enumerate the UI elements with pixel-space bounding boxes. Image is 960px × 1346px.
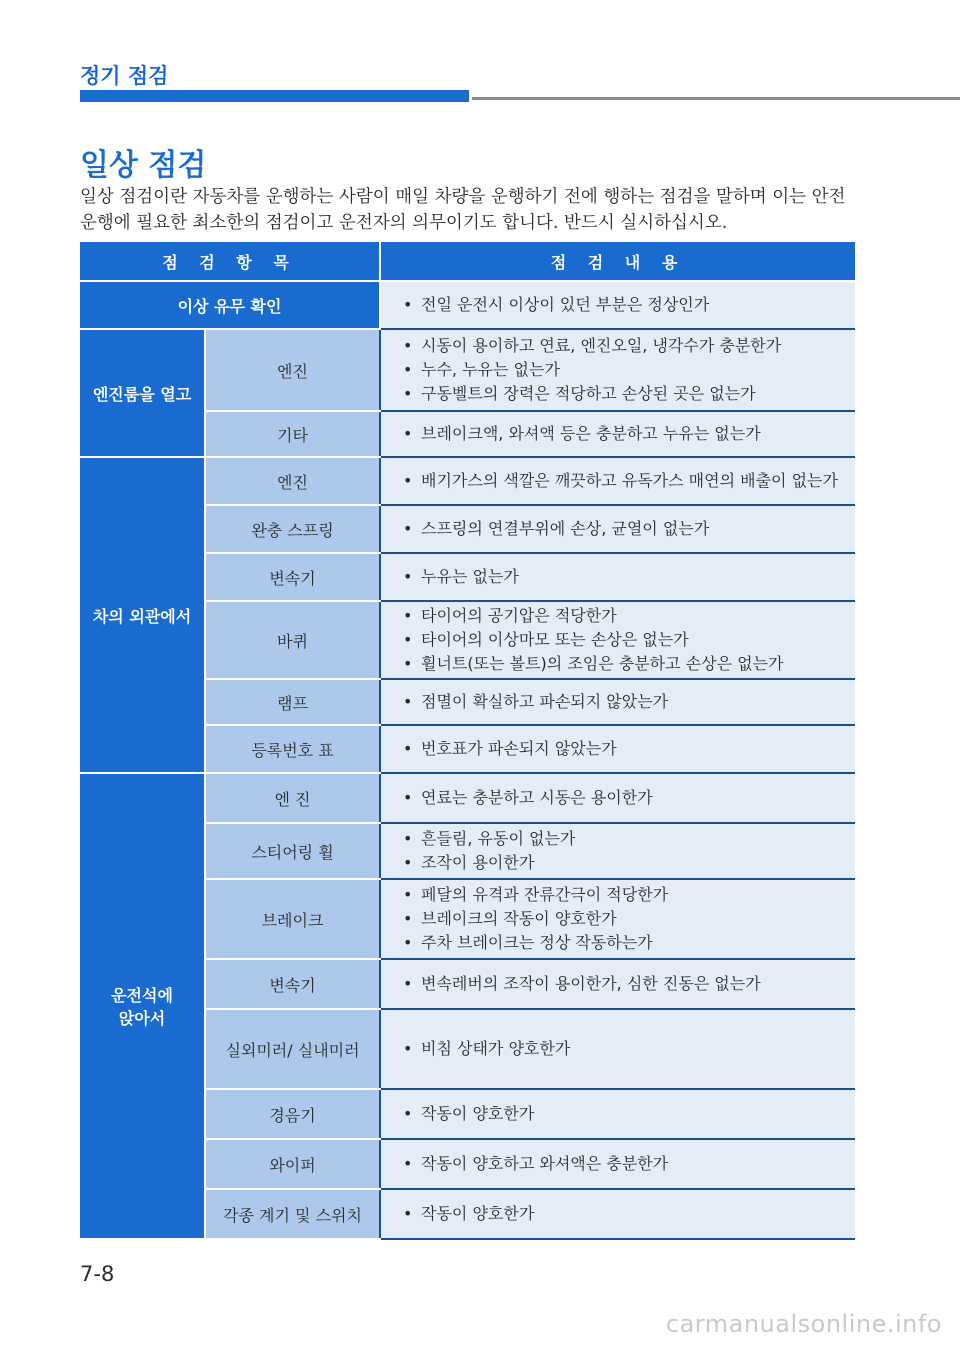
item-cell: 변속기 — [205, 959, 380, 1009]
list-item: • 누수, 누유는 없는가 — [399, 358, 847, 382]
content-cell — [380, 725, 855, 773]
table-row — [80, 281, 855, 329]
list-item: • 작동이 양호한가 — [399, 1102, 847, 1126]
list-item: • 변속레버의 조작이 용이한가, 심한 진동은 없는가 — [399, 972, 847, 996]
content-cell — [380, 679, 855, 725]
header-rule-thick — [80, 90, 469, 102]
content-cell — [380, 773, 855, 823]
list-item: • 점멸이 확실하고 파손되지 않았는가 — [399, 690, 847, 714]
list-item: • 흔들림, 유동이 없는가 — [399, 827, 847, 851]
content-cell — [380, 1009, 855, 1089]
list-item: • 브레이크액, 와셔액 등은 충분하고 누유는 없는가 — [399, 422, 847, 446]
content-cell — [380, 823, 855, 879]
list-item: • 휠너트(또는 볼트)의 조임은 충분하고 손상은 없는가 — [399, 652, 847, 676]
content-cell — [380, 553, 855, 601]
item-cell: 기타 — [205, 411, 380, 457]
list-item: • 작동이 양호하고 와셔액은 충분한가 — [399, 1152, 847, 1176]
list-item: • 누유는 없는가 — [399, 565, 847, 589]
item-cell: 경음기 — [205, 1089, 380, 1139]
list-item: • 페달의 유격과 잔류간극이 적당한가 — [399, 883, 847, 907]
item-cell: 실외미러/ 실내미러 — [205, 1009, 380, 1089]
item-cell: 등록번호 표 — [205, 725, 380, 773]
content-cell — [380, 1139, 855, 1189]
content-cell — [380, 411, 855, 457]
list-item: • 타이어의 이상마모 또는 손상은 없는가 — [399, 628, 847, 652]
section-header: 정기 점검 — [80, 64, 169, 88]
watermark: carmanualsonline.info — [665, 1310, 942, 1338]
intro-paragraph: 일상 점검이란 자동차를 운행하는 사람이 매일 차량을 운행하기 전에 행하는 점검을 말하며 이는 안전 운행에 필요한 최소한의 점검이고 운전자의 의무이기도 합니다. 반드시 실시하십시오. — [80, 187, 846, 233]
category-cell: 엔진룸을 열고 — [80, 329, 205, 457]
header-rule-thin — [472, 97, 960, 100]
inspection-table — [80, 242, 855, 1240]
list-item: • 조작이 용이한가 — [399, 851, 847, 875]
item-cell: 브레이크 — [205, 879, 380, 959]
list-item: • 구동벨트의 장력은 적당하고 손상된 곳은 없는가 — [399, 382, 847, 406]
header-inspection-content: 점 검 내 용 — [380, 242, 855, 281]
list-item: • 작동이 양호한가 — [399, 1202, 847, 1226]
content-cell — [380, 281, 855, 329]
category-cell — [80, 773, 205, 1239]
list-item: • 브레이크의 작동이 양호한가 — [399, 907, 847, 931]
content-cell — [380, 505, 855, 553]
item-cell: 엔진 — [205, 457, 380, 505]
item-cell: 램프 — [205, 679, 380, 725]
page-number: 7-8 — [80, 1262, 115, 1286]
content-cell — [380, 601, 855, 679]
table-row — [80, 457, 855, 505]
item-cell: 변속기 — [205, 553, 380, 601]
item-cell: 바퀴 — [205, 601, 380, 679]
content-cell — [380, 1089, 855, 1139]
item-cell: 와이퍼 — [205, 1139, 380, 1189]
header-inspection-item: 점 검 항 목 — [80, 242, 380, 281]
list-item: • 번호표가 파손되지 않았는가 — [399, 737, 847, 761]
content-cell — [380, 457, 855, 505]
category-cell: 차의 외관에서 — [80, 457, 205, 773]
list-item: • 연료는 충분하고 시동은 용이한가 — [399, 786, 847, 810]
list-item: • 시동이 용이하고 연료, 엔진오일, 냉각수가 충분한가 — [399, 334, 847, 358]
content-cell — [380, 329, 855, 411]
category-label-line1: 운전석에 — [111, 986, 173, 1005]
table-header-row — [80, 242, 855, 281]
list-item: • 타이어의 공기압은 적당한가 — [399, 604, 847, 628]
list-item: • 주차 브레이크는 정상 작동하는가 — [399, 931, 847, 955]
table-row — [80, 773, 855, 823]
table-row — [80, 329, 855, 411]
list-item: • 스프링의 연결부위에 손상, 균열이 없는가 — [399, 517, 847, 541]
item-cell: 엔 진 — [205, 773, 380, 823]
item-cell: 완충 스프링 — [205, 505, 380, 553]
content-cell — [380, 959, 855, 1009]
item-cell: 각종 계기 및 스위치 — [205, 1189, 380, 1239]
list-item: • 전일 운전시 이상이 있던 부분은 정상인가 — [399, 293, 847, 317]
content-cell — [380, 879, 855, 959]
list-item: • 비침 상태가 양호한가 — [399, 1037, 847, 1061]
category-cell: 이상 유무 확인 — [80, 281, 380, 329]
item-cell: 엔진 — [205, 329, 380, 411]
list-item: • 배기가스의 색깔은 깨끗하고 유독가스 매연의 배출이 없는가 — [399, 469, 847, 493]
item-cell: 스티어링 휠 — [205, 823, 380, 879]
content-cell — [380, 1189, 855, 1239]
page-title: 일상 점검 — [80, 148, 207, 183]
category-label-line2: 앉아서 — [118, 1009, 166, 1028]
